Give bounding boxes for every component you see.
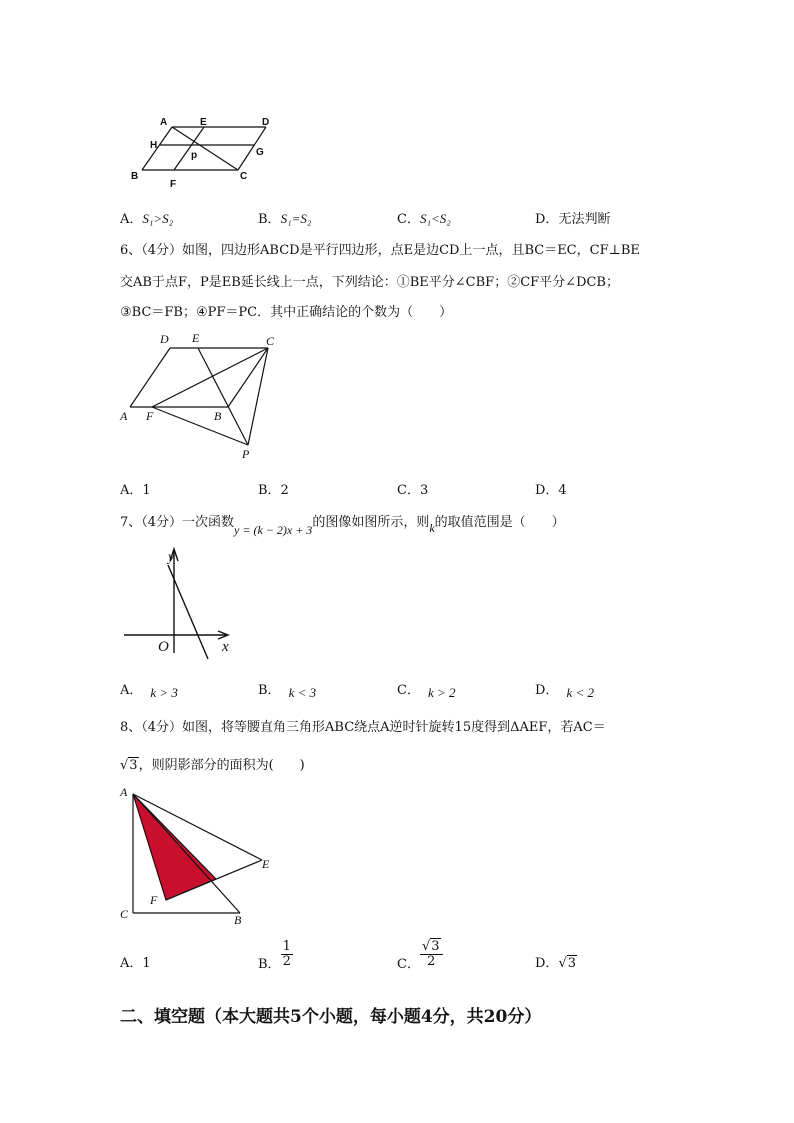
q6-option-b[interactable]: B．2 (258, 483, 289, 498)
q7-axis-y: y (168, 550, 175, 565)
q6-label-p: P (242, 447, 250, 461)
q5-label-e: E (200, 117, 207, 128)
q6-label-d: D (160, 332, 169, 346)
q7-graph (120, 545, 240, 660)
q7-option-d[interactable]: D． k < 2 (535, 683, 594, 700)
q7-stem: 7、（4分）一次函数y = (k − 2)x + 3的图像如图所示，则k的取值范围是（ ） (120, 515, 565, 537)
q8-option-a[interactable]: A．1 (120, 956, 151, 971)
q8-option-b[interactable]: B． $\frac{1}{2}$ (258, 939, 291, 973)
q6-label-c: C (266, 334, 275, 348)
q6-label-b: B (214, 409, 222, 423)
q6-figure (116, 330, 286, 462)
q8-line-1: 8、（4分）如图，将等腰直角三角形ABC绕点A逆时针旋转15度得到ΔAEF，若AC＝ (120, 720, 606, 735)
q6-line-1: 6、（4分）如图，四边形ABCD是平行四边形，点E是边CD上一点，且BC＝EC，CF⊥BE (120, 243, 640, 258)
q7-option-c[interactable]: C． k > 2 (397, 683, 456, 700)
q8-figure (116, 782, 286, 927)
q8-option-d[interactable]: D．√3 (535, 956, 577, 971)
q5-label-h: H (150, 140, 158, 151)
q6-option-a[interactable]: A．1 (120, 483, 151, 498)
q5-label-p: p (191, 150, 198, 161)
q5-label-c: C (240, 171, 248, 182)
q8-label-a: A (120, 785, 128, 799)
q8-label-e: E (262, 857, 270, 871)
q5-label-g: G (256, 147, 264, 158)
q7-origin: O (158, 639, 169, 655)
q5-option-b[interactable]: B．S₁=S₂ (258, 211, 312, 227)
q5-option-c[interactable]: C．S₁<S₂ (397, 211, 451, 227)
q7-option-b[interactable]: B． k < 3 (258, 683, 317, 700)
q6-line-2: 交AB于点F，P是EB延长线上一点，下列结论：①BE平分∠CBF；②CF平分∠DCB； (120, 275, 619, 290)
q6-label-a: A (120, 409, 128, 423)
q5-figure (128, 114, 278, 194)
q6-line-3: ③BC＝FB；④PF＝PC．其中正确结论的个数为（ ） (120, 305, 453, 320)
q5-label-a: A (160, 117, 168, 128)
q8-sqrt: √3 (120, 758, 138, 773)
q7-formula: y = (k − 2)x + 3 (234, 523, 313, 537)
q8-option-c[interactable]: C． $\frac{√3}{2}$ (397, 940, 443, 970)
q5-label-f: F (170, 179, 177, 190)
q5-option-d[interactable]: D．无法判断 (535, 212, 611, 227)
q8-label-b: B (234, 913, 242, 927)
q6-option-d[interactable]: D．4 (535, 483, 567, 498)
q8-label-f: F (150, 893, 158, 907)
q8-b-fraction: $\frac{1}{2}$ (282, 939, 291, 970)
q5-label-b: B (131, 171, 139, 182)
q6-option-c[interactable]: C．3 (397, 483, 429, 498)
q8-label-c: C (120, 907, 129, 921)
q7-axis-x: x (222, 639, 229, 655)
q6-label-f: F (146, 409, 154, 423)
section-2-title: 二、填空题（本大题共5个小题，每小题4分，共20分） (120, 1007, 542, 1027)
q6-label-e: E (192, 331, 200, 345)
q5-option-a[interactable]: A．S₁>S₂ (120, 211, 174, 227)
q8-c-fraction: $\frac{√3}{2}$ (420, 940, 443, 970)
q8-line-2: √3，则阴影部分的面积为( ) (120, 758, 305, 773)
q5-label-d: D (262, 117, 270, 128)
q7-option-a[interactable]: A． k > 3 (120, 683, 178, 700)
